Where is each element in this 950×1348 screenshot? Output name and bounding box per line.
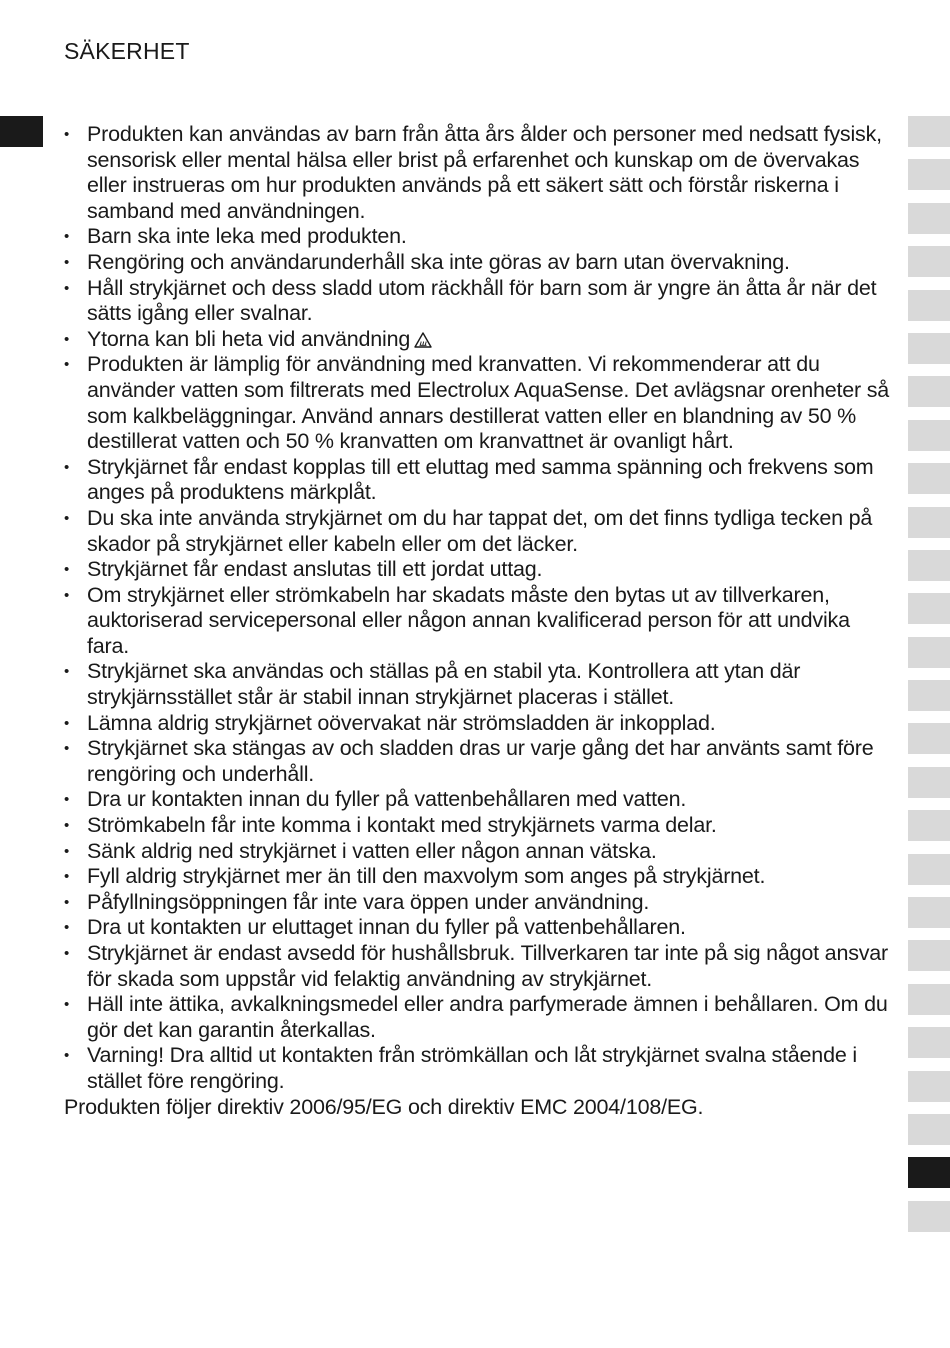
language-tab	[908, 984, 950, 1015]
language-tab	[908, 1201, 950, 1232]
list-item: • Produkten kan användas av barn från åtta års ålder och personer med nedsatt fysisk, sensorisk eller mental hälsa eller brist på erfarenhet och kunskap om de övervakas eller instrueras om hur produkten används på ett säkert sätt och förstår riskerna i samband med användningen.	[64, 122, 892, 224]
list-item: • Om strykjärnet eller strömkabeln har skadats måste den bytas ut av tillverkaren, auktoriserad servicepersonal eller någon annan kvalificerad person för att undvika fara.	[64, 583, 892, 660]
list-item: • Rengöring och användarunderhåll ska inte göras av barn utan övervakning.	[64, 250, 892, 276]
list-item: • Strykjärnet får endast kopplas till ett eluttag med samma spänning och frekvens som anges på produktens märkplåt.	[64, 455, 892, 506]
list-item: • Du ska inte använda strykjärnet om du har tappat det, om det finns tydliga tecken på skador på strykjärnet eller kabeln eller om det läcker.	[64, 506, 892, 557]
language-tab-active	[908, 1157, 950, 1188]
list-item: • Barn ska inte leka med produkten.	[64, 224, 892, 250]
page-title: SÄKERHET	[64, 38, 190, 64]
language-tab-strip	[908, 116, 950, 1244]
hot-surface-warning-icon	[414, 329, 432, 345]
safety-list	[64, 122, 892, 1095]
language-tab	[908, 246, 950, 277]
language-tab	[908, 420, 950, 451]
language-tab	[908, 723, 950, 754]
list-item: • Ytorna kan bli heta vid användning	[64, 327, 892, 353]
language-tab	[908, 463, 950, 494]
language-tab	[908, 897, 950, 928]
list-item: • Sänk aldrig ned strykjärnet i vatten eller någon annan vätska.	[64, 839, 892, 865]
list-item: • Produkten är lämplig för användning med kranvatten. Vi rekommenderar att du använder vatten som filtrerats med Electrolux AquaSense. Det avlägsnar orenheter så som kalkbeläggningar. Använd annars destillerat vatten eller en blandning av 50 % destillerat vatten och 50 % kranvatten om kranvattnet är ovanligt hårt.	[64, 352, 892, 454]
language-tab	[908, 203, 950, 234]
list-item: • Strykjärnet är endast avsedd för hushållsbruk. Tillverkaren tar inte på sig något ansvar för skada som uppstår vid felaktig användning av strykjärnet.	[64, 941, 892, 992]
language-tab	[908, 376, 950, 407]
language-tab	[908, 333, 950, 364]
language-tab	[908, 810, 950, 841]
list-item: • Strömkabeln får inte komma i kontakt med strykjärnets varma delar.	[64, 813, 892, 839]
language-tab	[908, 550, 950, 581]
safety-content	[64, 122, 892, 1120]
list-item: • Varning! Dra alltid ut kontakten från strömkällan och låt strykjärnet svalna stående i stället före rengöring.	[64, 1043, 892, 1094]
section-marker	[0, 116, 43, 147]
list-item: • Dra ur kontakten innan du fyller på vattenbehållaren med vatten.	[64, 787, 892, 813]
list-item: • Strykjärnet får endast anslutas till ett jordat uttag.	[64, 557, 892, 583]
list-item: • Dra ut kontakten ur eluttaget innan du fyller på vattenbehållaren.	[64, 915, 892, 941]
list-item: • Strykjärnet ska stängas av och sladden dras ur varje gång det har använts samt före rengöring och underhåll.	[64, 736, 892, 787]
language-tab	[908, 767, 950, 798]
language-tab	[908, 116, 950, 147]
language-tab	[908, 593, 950, 624]
language-tab	[908, 1114, 950, 1145]
list-item: • Fyll aldrig strykjärnet mer än till den maxvolym som anges på strykjärnet.	[64, 864, 892, 890]
language-tab	[908, 159, 950, 190]
language-tab	[908, 290, 950, 321]
list-item: • Påfyllningsöppningen får inte vara öppen under användning.	[64, 890, 892, 916]
compliance-statement: Produkten följer direktiv 2006/95/EG och direktiv EMC 2004/108/EG.	[64, 1094, 704, 1119]
list-item: • Lämna aldrig strykjärnet oövervakat när strömsladden är inkopplad.	[64, 711, 892, 737]
language-tab	[908, 940, 950, 971]
language-tab	[908, 680, 950, 711]
language-tab	[908, 854, 950, 885]
list-item: • Håll strykjärnet och dess sladd utom räckhåll för barn som är yngre än åtta år när det sätts igång eller svalnar.	[64, 276, 892, 327]
list-item: • Häll inte ättika, avkalkningsmedel eller andra parfymerade ämnen i behållaren. Om du gör det kan garantin återkallas.	[64, 992, 892, 1043]
language-tab	[908, 637, 950, 668]
language-tab	[908, 1027, 950, 1058]
language-tab	[908, 1071, 950, 1102]
list-item: • Strykjärnet ska användas och ställas på en stabil yta. Kontrollera att ytan där strykjärnsstället står är stabil innan strykjärnet placeras i stället.	[64, 659, 892, 710]
language-tab	[908, 507, 950, 538]
